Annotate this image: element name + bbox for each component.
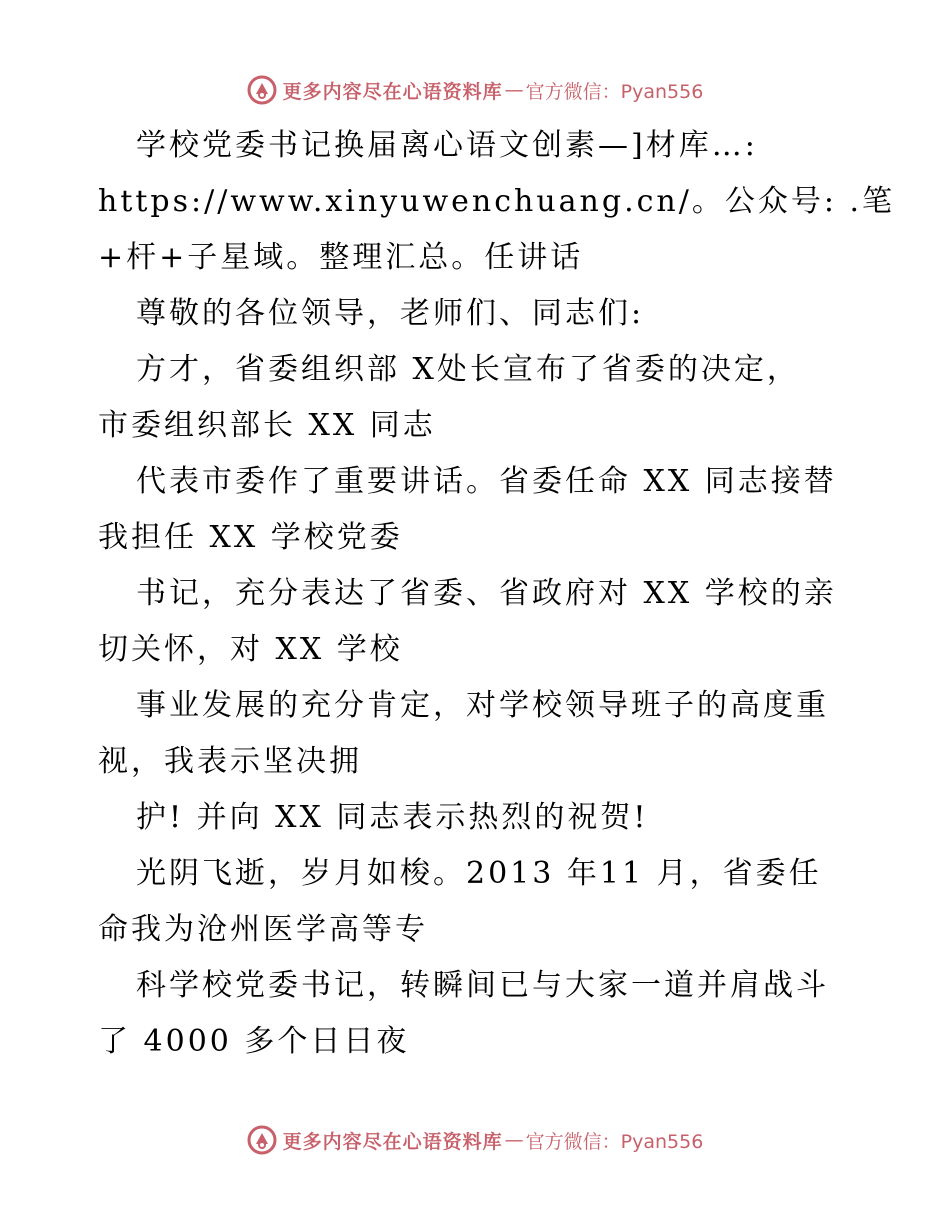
header-banner-text: 更多内容尽在心语资料库 <box>282 80 503 103</box>
text-line: 视，我表示坚决拥 <box>98 744 362 779</box>
footer-watermark-banner <box>0 1120 950 1160</box>
brand-logo-icon <box>247 75 277 105</box>
text-line: 事业发展的充分肯定，对学校领导班子的高度重 <box>136 688 829 723</box>
text-line: 学校党委书记换届离心语文创素—]材库…: <box>136 128 758 163</box>
header-banner-dash: — <box>504 79 524 101</box>
document-body <box>98 118 896 1070</box>
text-line: 方才，省委组织部 X处长宣布了省委的决定， <box>136 352 800 387</box>
text-line: 光阴飞逝，岁月如梭。2013 年11 月，省委任 <box>136 856 822 891</box>
text-line: 了 4000 多个日日夜 <box>98 1024 410 1059</box>
text-line: 科学校党委书记，转瞬间已与大家一道并肩战斗 <box>136 968 829 1003</box>
text-line: +杆+子星域。整理汇总。任讲话 <box>98 240 584 275</box>
text-line: 护! 并向 XX 同志表示热烈的祝贺! <box>136 800 649 835</box>
text-line: 我担任 XX 学校党委 <box>98 520 403 555</box>
footer-banner-dash: — <box>504 1129 524 1151</box>
header-watermark-banner <box>0 70 950 110</box>
text-line: 切关怀，对 XX 学校 <box>98 632 403 667</box>
brand-logo-icon <box>247 1125 277 1155</box>
text-line: 代表市委作了重要讲话。省委任命 XX 同志接替 <box>136 464 837 499</box>
text-line: https://www.xinyuwenchuang.cn/。公众号: .笔 <box>98 184 896 219</box>
footer-banner-text: 更多内容尽在心语资料库 <box>282 1130 503 1153</box>
text-line: 市委组织部长 XX 同志 <box>98 408 436 443</box>
header-banner-wechat: 官方微信：Pyan556 <box>525 80 704 103</box>
text-line: 书记，充分表达了省委、省政府对 XX 学校的亲 <box>136 576 837 611</box>
text-line: 命我为沧州医学高等专 <box>98 912 428 947</box>
footer-banner-wechat: 官方微信：Pyan556 <box>525 1130 704 1153</box>
text-line: 尊敬的各位领导，老师们、同志们: <box>136 296 645 331</box>
